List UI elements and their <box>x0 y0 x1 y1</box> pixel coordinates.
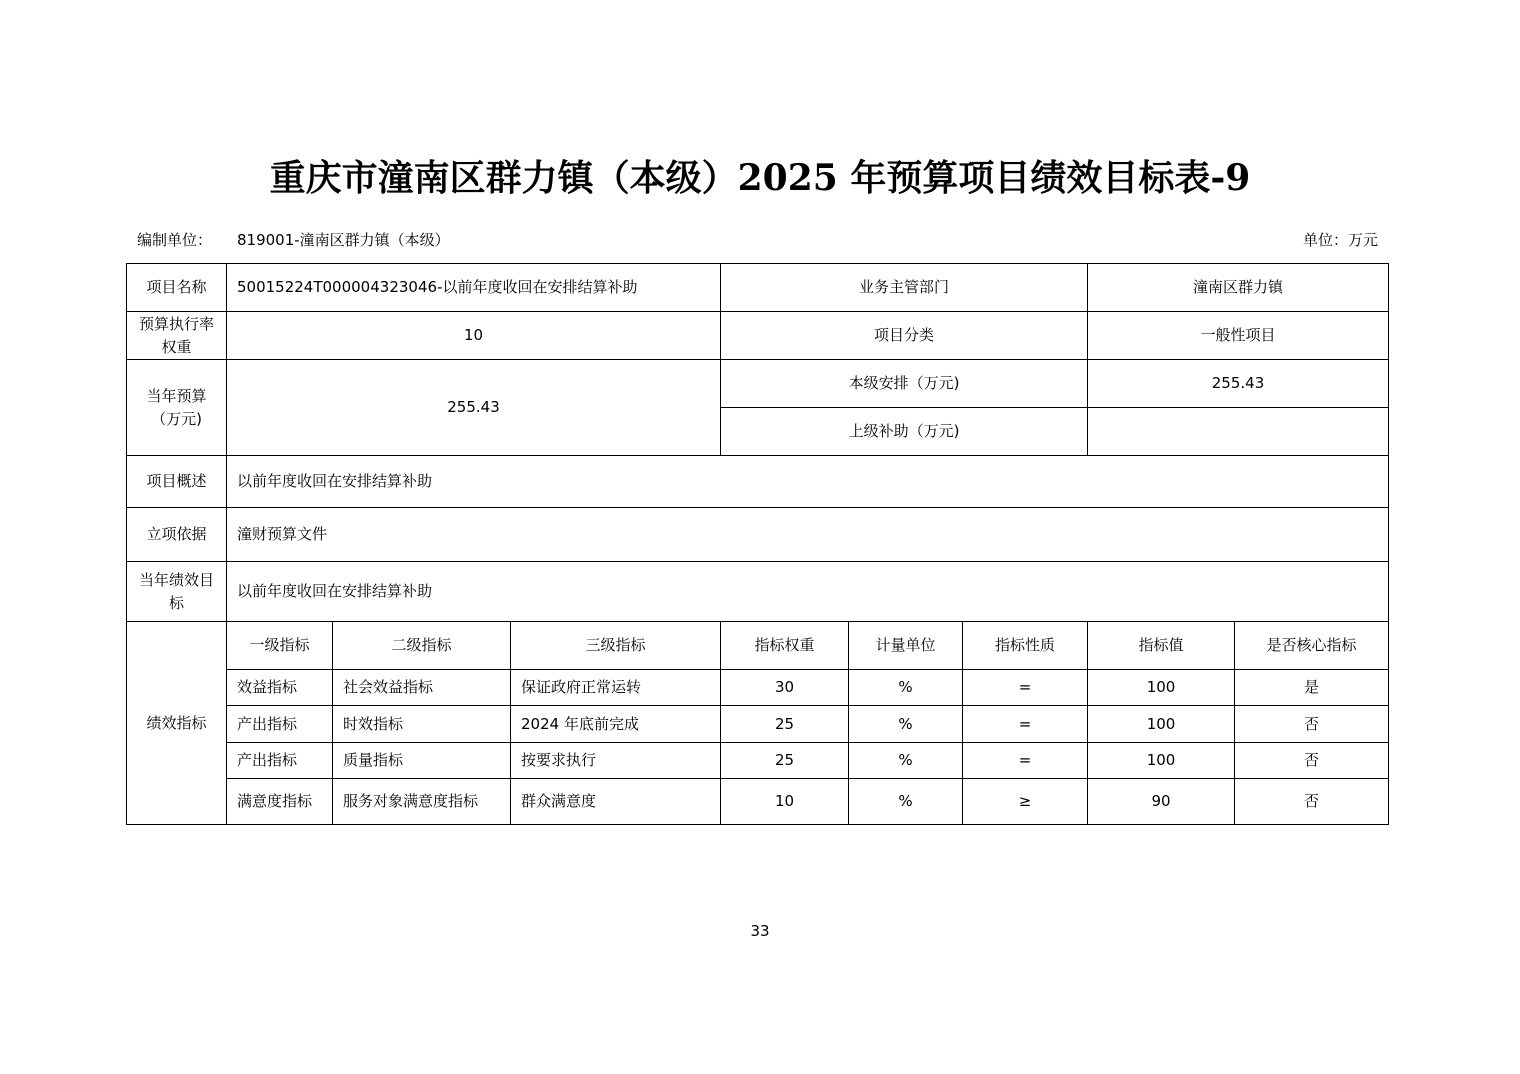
indicator-weight: 25 <box>721 706 849 743</box>
upper-value <box>1088 408 1389 456</box>
indicator-value: 100 <box>1088 670 1235 706</box>
project-name-value: 50015224T000004323046-以前年度收回在安排结算补助 <box>227 264 721 312</box>
indicator-weight: 30 <box>721 670 849 706</box>
header-nature: 指标性质 <box>963 622 1088 670</box>
indicator-nature: = <box>963 743 1088 779</box>
goal-value: 以前年度收回在安排结算补助 <box>227 562 1389 622</box>
table-row <box>127 743 1389 779</box>
compiling-unit-value: 819001-潼南区群力镇（本级） <box>237 231 450 249</box>
weight-label: 预算执行率权重 <box>127 312 227 360</box>
table-row <box>127 670 1389 706</box>
indicator-header-row <box>127 622 1389 670</box>
indicator-l2: 质量指标 <box>333 743 511 779</box>
header-weight: 指标权重 <box>721 622 849 670</box>
indicator-core: 否 <box>1235 779 1389 825</box>
compiling-unit-label: 编制单位： <box>137 231 213 249</box>
category-value: 一般性项目 <box>1088 312 1389 360</box>
indicator-core: 否 <box>1235 743 1389 779</box>
category-label: 项目分类 <box>721 312 1088 360</box>
table-row <box>127 779 1389 825</box>
indicator-value: 100 <box>1088 743 1235 779</box>
performance-target-table <box>126 263 1389 825</box>
indicator-core: 是 <box>1235 670 1389 706</box>
indicator-nature: = <box>963 670 1088 706</box>
table-row <box>127 706 1389 743</box>
indicator-l2: 时效指标 <box>333 706 511 743</box>
indicator-value: 100 <box>1088 706 1235 743</box>
dept-label: 业务主管部门 <box>721 264 1088 312</box>
indicator-l2: 服务对象满意度指标 <box>333 779 511 825</box>
local-label: 本级安排（万元) <box>721 360 1088 408</box>
indicator-l2: 社会效益指标 <box>333 670 511 706</box>
local-value: 255.43 <box>1088 360 1389 408</box>
header-value: 指标值 <box>1088 622 1235 670</box>
overview-label: 项目概述 <box>127 456 227 508</box>
indicator-l3: 群众满意度 <box>511 779 721 825</box>
dept-value: 潼南区群力镇 <box>1088 264 1389 312</box>
page-number: 33 <box>750 922 770 940</box>
indicator-unit: % <box>849 779 963 825</box>
overview-value: 以前年度收回在安排结算补助 <box>227 456 1389 508</box>
basis-label: 立项依据 <box>127 508 227 562</box>
indicator-weight: 25 <box>721 743 849 779</box>
indicator-nature: = <box>963 706 1088 743</box>
indicator-value: 90 <box>1088 779 1235 825</box>
header-l1: 一级指标 <box>227 622 333 670</box>
indicator-l1: 效益指标 <box>227 670 333 706</box>
currency-unit: 单位：万元 <box>1302 231 1378 249</box>
indicator-l1: 产出指标 <box>227 706 333 743</box>
indicator-l1: 产出指标 <box>227 743 333 779</box>
indicator-l3: 2024 年底前完成 <box>511 706 721 743</box>
budget-label: 当年预算（万元) <box>127 360 227 456</box>
header-unit: 计量单位 <box>849 622 963 670</box>
indicator-core: 否 <box>1235 706 1389 743</box>
indicator-l3: 保证政府正常运转 <box>511 670 721 706</box>
upper-label: 上级补助（万元) <box>721 408 1088 456</box>
indicator-weight: 10 <box>721 779 849 825</box>
header-core: 是否核心指标 <box>1235 622 1389 670</box>
indicator-nature: ≥ <box>963 779 1088 825</box>
project-name-label: 项目名称 <box>127 264 227 312</box>
goal-label: 当年绩效目标 <box>127 562 227 622</box>
basis-value: 潼财预算文件 <box>227 508 1389 562</box>
indicator-l1: 满意度指标 <box>227 779 333 825</box>
perf-label: 绩效指标 <box>127 622 227 825</box>
weight-value: 10 <box>227 312 721 360</box>
budget-value: 255.43 <box>227 360 721 456</box>
compiling-unit <box>137 229 450 250</box>
header-l3: 三级指标 <box>511 622 721 670</box>
indicator-unit: % <box>849 670 963 706</box>
page-title: 重庆市潼南区群力镇（本级）2025 年预算项目绩效目标表-9 <box>269 157 1251 199</box>
header-l2: 二级指标 <box>333 622 511 670</box>
indicator-unit: % <box>849 706 963 743</box>
indicator-l3: 按要求执行 <box>511 743 721 779</box>
indicator-unit: % <box>849 743 963 779</box>
